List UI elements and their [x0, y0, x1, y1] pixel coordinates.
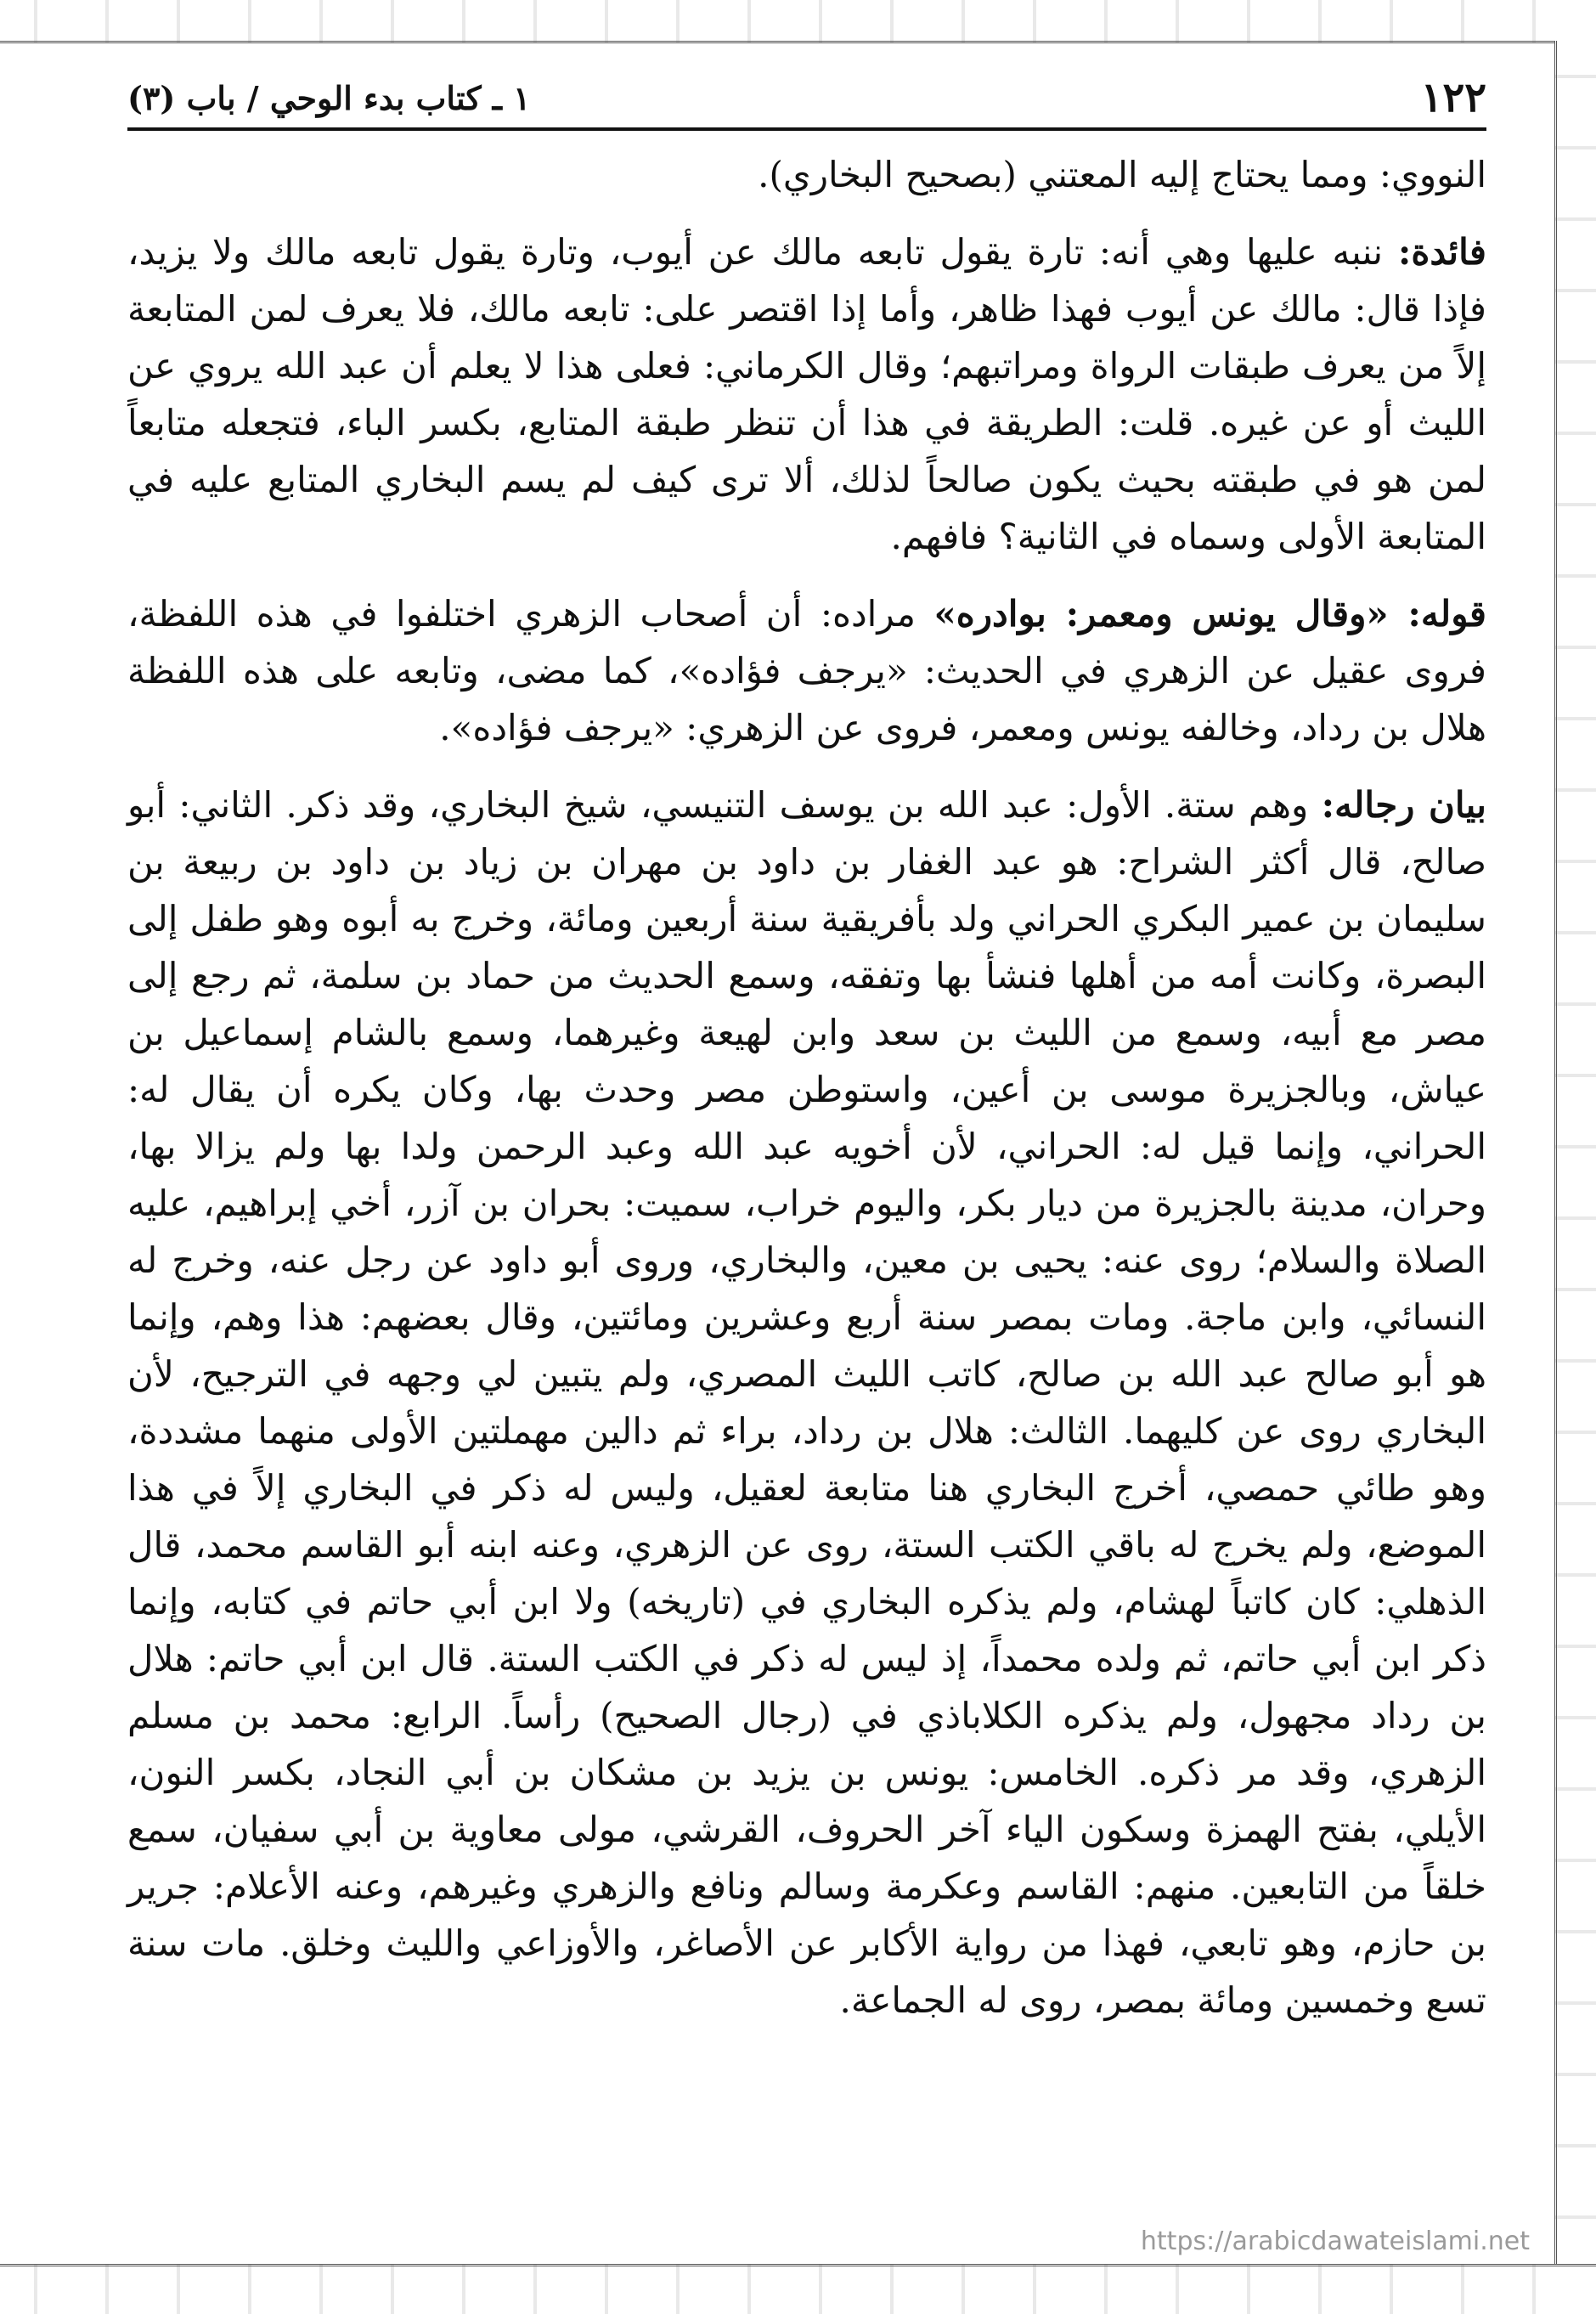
paragraph [127, 585, 1486, 756]
paragraph [127, 776, 1486, 2029]
paragraph-text: مراده: أن أصحاب الزهري اختلفوا في هذه اللفظة، فروى عقيل عن الزهري في الحديث: «يرجف فؤاده»، كما مضى، وتابعه على هذه اللفظة هلال بن رداد، وخالفه يونس ومعمر، فروى عن الزهري: «يرجف فؤاده». [127, 593, 1486, 748]
watermark-url: https://arabicdawateislami.net [1140, 2227, 1530, 2256]
ornamental-border-right [1554, 41, 1596, 2266]
page-header [127, 68, 1486, 131]
paragraph-lead: فائدة: [1397, 231, 1486, 273]
paragraph [127, 146, 1486, 203]
paragraph-text: النووي: ومما يحتاج إليه المعتني (بصحيح البخاري). [758, 154, 1486, 195]
book-page [127, 68, 1486, 2243]
paragraph [127, 223, 1486, 565]
paragraph-text: وهم ستة. الأول: عبد الله بن يوسف التنيسي، شيخ البخاري، وقد ذكر. الثاني: أبو صالح، قال أكثر الشراح: هو عبد الغفار بن داود بن مهران بن زياد بن داود بن ربيعة بن سليمان بن عمير البكري الحراني ولد بأفريقية سنة أربعين ومائة، وخرج به أبوه وهو طفل إلى البصرة، وكانت أمه من أهلها فنشأ بها وتفقه، وسمع الحديث من حماد بن سلمة، ثم رجع إلى مصر مع أبيه، وسمع من الليث بن سعد وابن لهيعة وغيرهما، وسمع بالشام إسماعيل بن عياش، وبالجزيرة موسى بن أعين، واستوطن مصر وحدث بها، وكان يكره أن يقال له: الحراني، وإنما قيل له: الحراني، لأن أخويه عبد الله وعبد الرحمن ولدا بها ولم يزالا بها، وحران، مدينة بالجزيرة من ديار بكر، واليوم خراب، سميت: بحران بن آزر، أخي إبراهيم، عليه الصلاة والسلام؛ روى عنه: يحيى بن معين، والبخاري، وروى أبو داود عن رجل عنه، وخرج له النسائي، وابن ماجة. ومات بمصر سنة أربع وعشرين ومائتين، وقال بعضهم: هذا وهم، وإنما هو أبو صالح عبد الله بن صالح، كاتب الليث المصري، ولم يتبين لي وجهه في الترجيح، لأن البخاري روى عن كليهما. الثالث: هلال بن رداد، براء ثم دالين مهملتين الأولى منهما مشددة، وهو طائي حمصي، أخرج البخاري هنا متابعة لعقيل، وليس له ذكر في البخاري إلاً في هذا الموضع، ولم يخرج له باقي الكتب الستة، روى عن الزهري، وعنه ابنه أبو القاسم محمد، قال الذهلي: كان كاتباً لهشام، ولم يذكره البخاري في (تاريخه) ولا ابن أبي حاتم في كتابه، وإنما ذكر ابن أبي حاتم، ثم ولده محمداً، إذ ليس له ذكر في الكتب الستة. قال ابن أبي حاتم: هلال بن رداد مجهول، ولم يذكره الكلاباذي في (رجال الصحيح) رأساً. الرابع: محمد بن مسلم الزهري، وقد مر ذكره. الخامس: يونس بن يزيد بن مشكان بن أبي النجاد، بكسر النون، الأيلي، بفتح الهمزة وسكون الياء آخر الحروف، القرشي، مولى معاوية بن أبي سفيان، سمع خلقاً من التابعين. منهم: القاسم وعكرمة وسالم ونافع والزهري وغيرهم، وعنه الأعلام: جرير بن حازم، وهو تابعي، فهذا من رواية الأكابر عن الأصاغر، والأوزاعي والليث وخلق. مات سنة تسع وخمسين ومائة بمصر، روى له الجماعة. [127, 784, 1486, 2021]
paragraph-text: ننبه عليها وهي أنه: تارة يقول تابعه مالك عن أيوب، وتارة يقول تابعه مالك ولا يزيد، فإذا قال: مالك عن أيوب فهذا ظاهر، وأما إذا اقتصر على: تابعه مالك، فلا يعرف لمن المتابعة إلاً من يعرف طبقات الرواة ومراتبهم؛ وقال الكرماني: فعلى هذا لا يعلم أن عبد الله يروي عن الليث أو عن غيره. قلت: الطريقة في هذا أن تنظر طبقة المتابع، بكسر الباء، فتجعله متابعاً لمن هو في طبقته بحيث يكون صالحاً لذلك، ألا ترى كيف لم يسم البخاري المتابع عليه في المتابعة الأولى وسماه في الثانية؟ فافهم. [127, 231, 1486, 557]
ornamental-border-top [0, 0, 1596, 43]
paragraph-lead: بيان رجاله: [1321, 784, 1486, 826]
page-body [127, 146, 1486, 2029]
ornamental-border-bottom [0, 2264, 1596, 2314]
chapter-title: ١ ـ كتاب بدء الوحي / باب (٣) [127, 78, 531, 117]
page-number: ١٢٢ [1420, 74, 1486, 121]
paragraph-lead: قوله: «وقال يونس ومعمر: بوادره» [933, 593, 1486, 635]
